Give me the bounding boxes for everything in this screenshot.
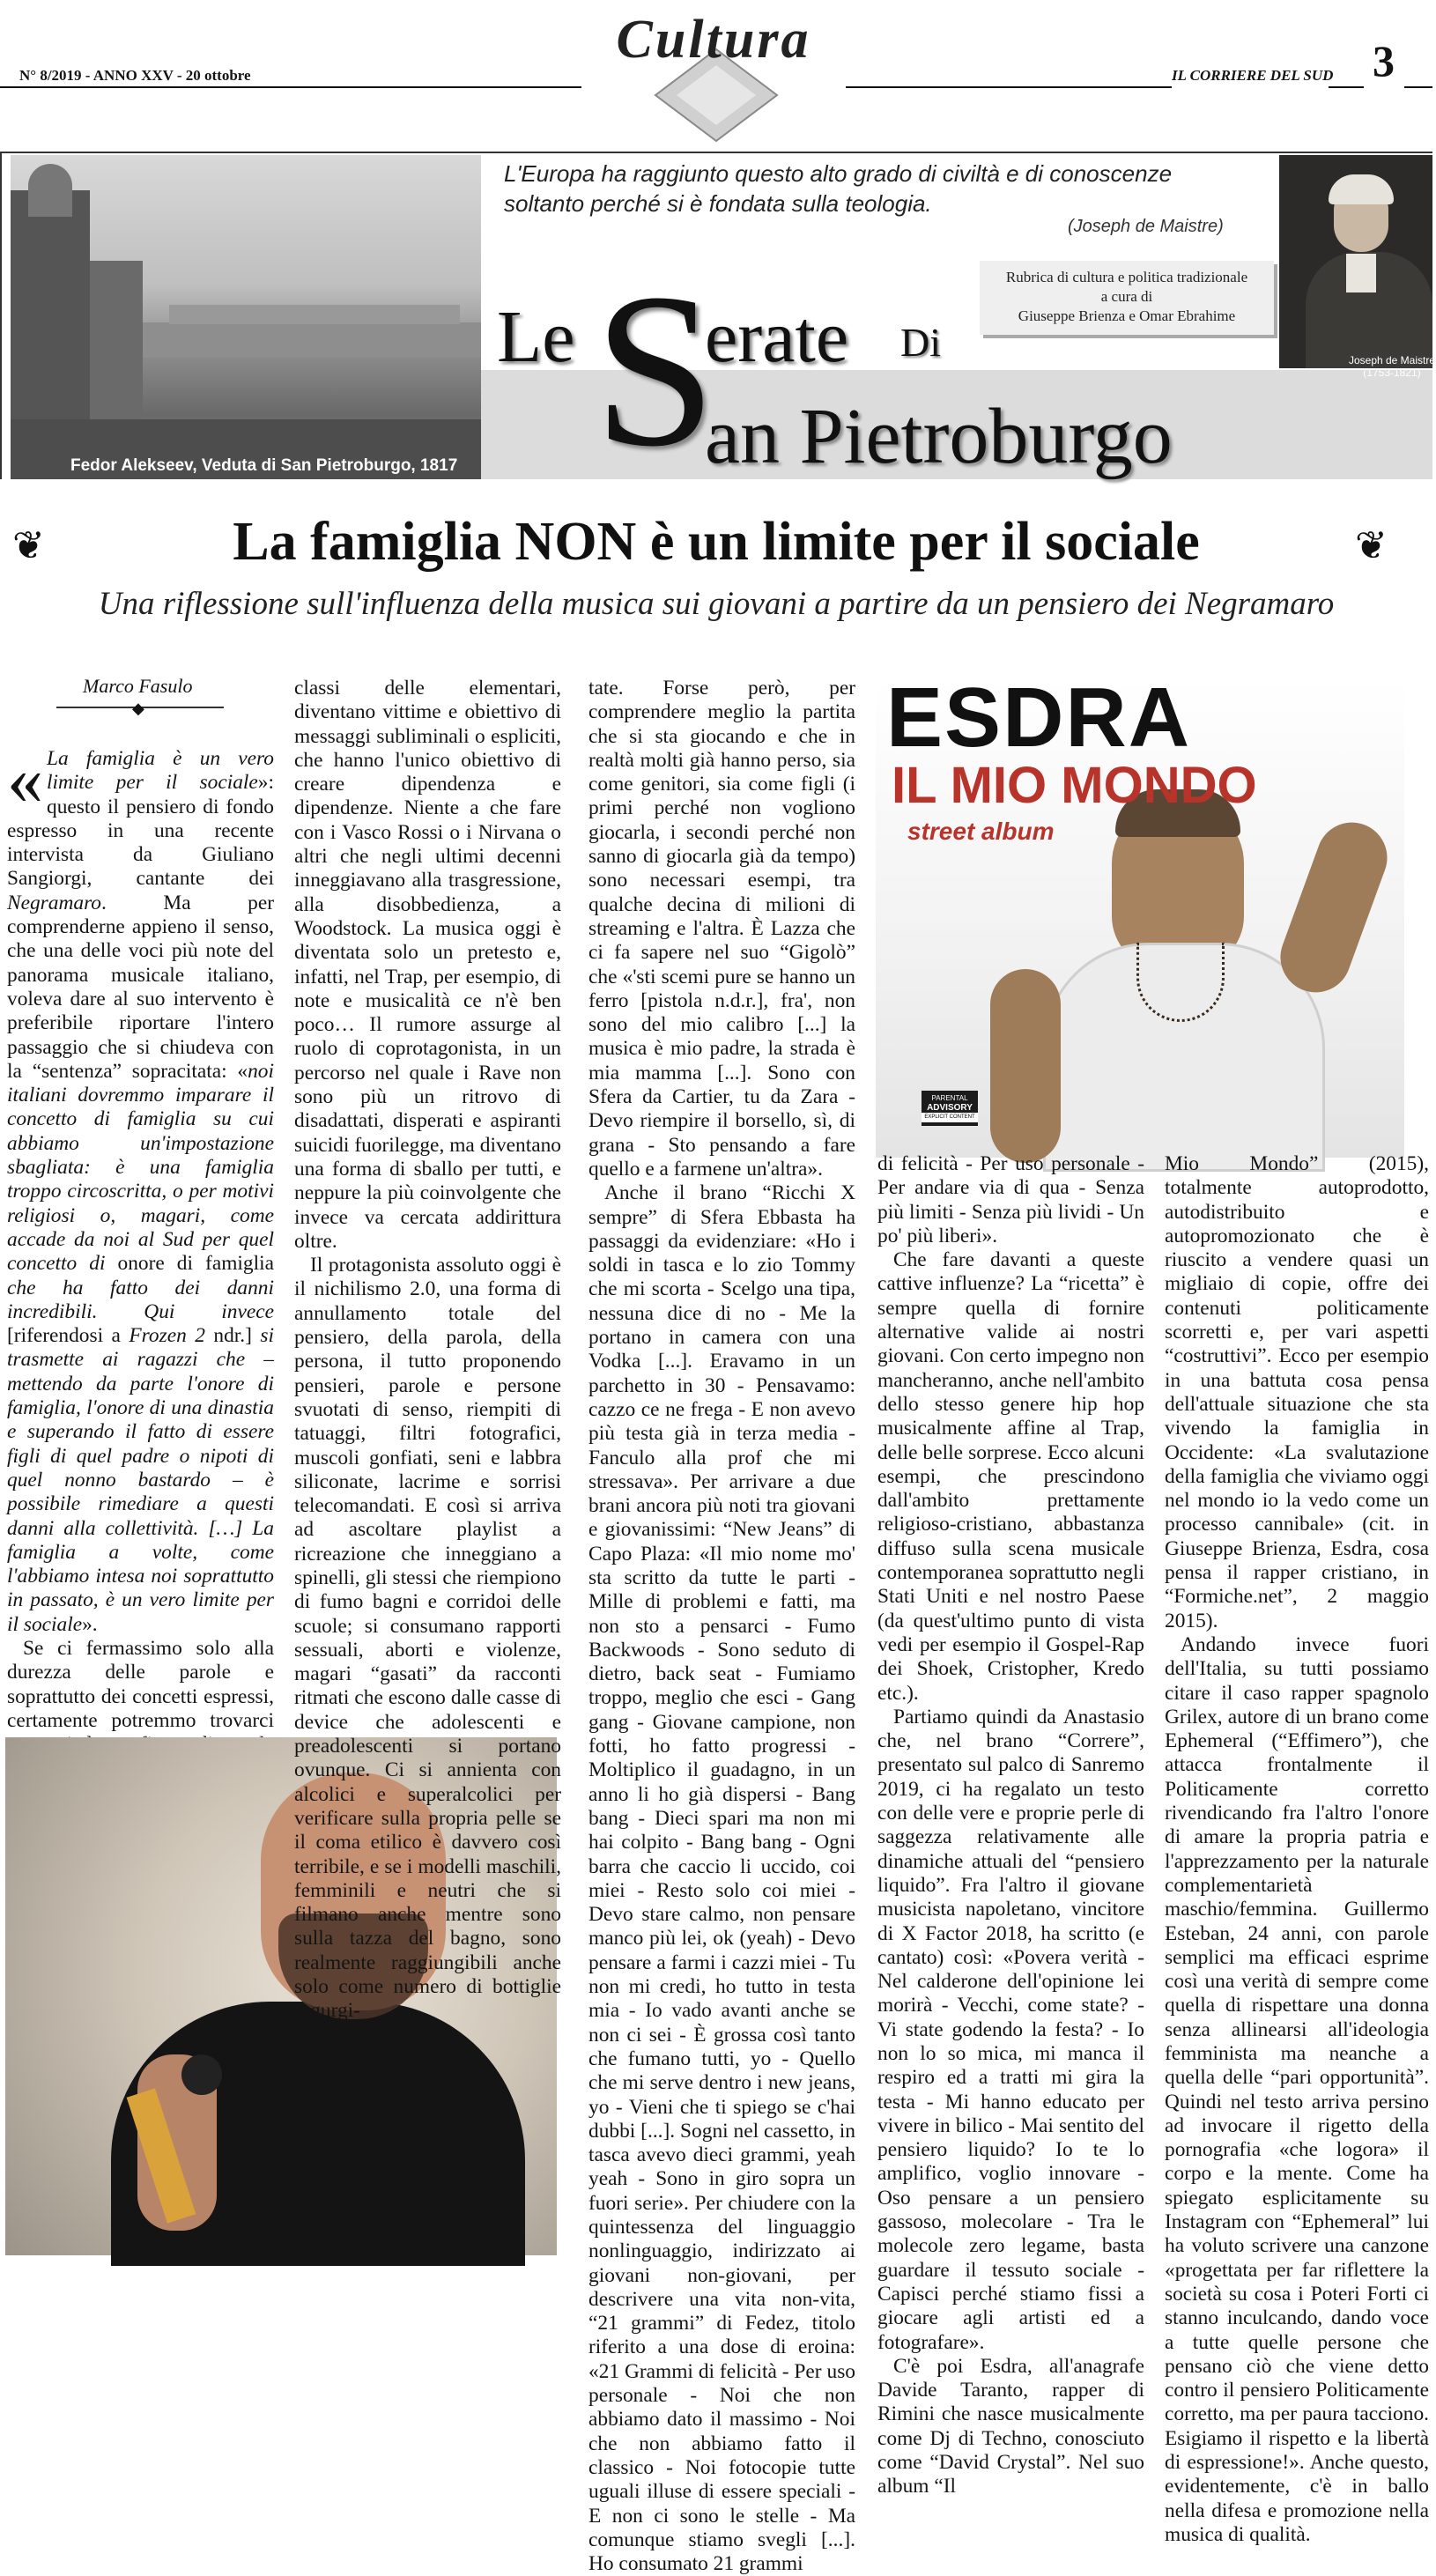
dropcap: « — [7, 739, 43, 819]
col1-paragraph-1 — [7, 739, 274, 1637]
rubric-line: a cura di — [1100, 288, 1153, 305]
parental-advisory-badge — [922, 1091, 978, 1126]
banner-quote: L'Europa ha raggiunto questo alto grado di civiltà e di conoscenze soltanto perché si è fondata sulla teologia. — [504, 160, 1173, 217]
advisory-line: ADVISORY — [927, 1103, 973, 1113]
page-number: 3 — [1373, 36, 1395, 85]
portrait-de-maistre — [1279, 155, 1432, 368]
masthead-rule-mid — [846, 86, 1172, 88]
rubric-title-pietroburgo: an Pietroburgo — [705, 393, 1173, 480]
col4-paragraph-4: C'è poi Esdra, all'anagrafe Davide Taranto, rapper di Rimini che nasce musicalmente come Dj di Techno, conosciuto come “David Crystal”. Nel suo album “Il — [877, 2354, 1144, 2498]
portrait-dates: (1753-1821) — [1363, 366, 1421, 379]
painting-caption: Fedor Alekseev, Veduta di San Pietroburgo, 1817 — [70, 456, 458, 475]
text-run: ndr.] — [204, 1324, 261, 1348]
portrait-caption — [1348, 354, 1436, 379]
column-3 — [588, 677, 855, 2576]
text-run: [riferendosi a — [7, 1324, 130, 1348]
col4-paragraph-1: di felicità - Per uso personale - Per andare via di qua - Senza più limiti - Senza più lividi - Un po' più liberi». — [877, 1152, 1144, 1247]
text-run: si trasmette ai ragazzi che – mettendo da parte l'onore di famiglia, l'onore di una dinastia e superando il fatto di essere figli di quel padre o nipoti di quel nonno bastardo – è possibile rimediare a questi danni alla collettività. — [7, 1324, 274, 1540]
section-title: Cultura — [616, 10, 811, 70]
masthead-rule-left — [0, 86, 581, 88]
text-run: . Ma per comprenderne appieno il senso, che una delle voci più note del panorama musicale italiano, voleva dare al suo intervento è preferibile riportare l'intero passaggio che si chiudeva con la “sentenza” sopracitata: « — [7, 891, 274, 1083]
headline: La famiglia NON è un limite per il sociale — [233, 512, 1200, 572]
text-run: […] La famiglia a volte, come l'abbiamo intesa noi soprattutto in passato, è un vero limite per il sociale — [7, 1516, 274, 1636]
byline-diamond-icon: ◆ — [132, 700, 144, 717]
rubric-line: Giuseppe Brienza e Omar Ebrahime — [1018, 307, 1236, 324]
rubric-line: Rubrica di cultura e politica tradizionale — [1005, 269, 1248, 285]
text-run: Negramaro — [7, 891, 101, 914]
masthead-rule-end — [1404, 86, 1432, 88]
painting-saint-petersburg — [11, 155, 481, 479]
column-1 — [7, 739, 274, 1732]
column-2 — [294, 677, 561, 2023]
col2-paragraph-2: Il protagonista assoluto oggi è il nichilismo 2.0, una forma di annullamento totale del pensiero, della parola, della persona, il tutto proponendo pensieri, parole e persone svuotati di senso, riempiti di tatuaggi, filtri fotografici, muscoli gonfiati, seni e labbra siliconate, lacrime e sorrisi telecomandati. E così si arriva ad ascoltare playlist a ricreazione che inneggiano a spinelli, gli stessi che riempiono di fumo bagni e corridoi delle scuole; si consumano rapporti sessuali, aborti e violenze, magari “gasati” da racconti ritmati che escono dalle casse di device che adolescenti e preadolescenti si portano ovunque. Ci si annienta con alcolici e superalcolici per verificare sulla propria pelle se il coma etilico è davvero così terribile, e se i modelli maschili, femminili e neutri che si filmano anche mentre sono sulla tazza del bagno, sono realmente raggiungibili anche solo come numero di bottiglie ingurgi- — [294, 1254, 561, 2023]
advisory-line: PARENTAL — [931, 1094, 968, 1102]
text-run: che ha fatto dei danni incredibili. Qui invece — [7, 1276, 274, 1323]
portrait-name: Joseph de Maistre — [1348, 354, 1436, 366]
masthead-rule-right — [1329, 86, 1364, 88]
text-run: Frozen 2 — [129, 1324, 205, 1348]
issue-info: N° 8/2019 - ANNO XXV - 20 ottobre — [19, 67, 251, 84]
rubric-title-erate: erate — [705, 296, 849, 378]
col5-paragraph-1: Mio Mondo” (2015), totalmente autoprodotto, autodistribuito e autopromozionato che è riuscito a vendere quasi un migliaio di copie, offre dei contenuti politicamente scorretti e, per vari aspetti “costruttivi”. Ecco per esempio in una battuta cosa pensa dell'attuale situazione che sta vivendo la famiglia in Occidente: «La svalutazione della famiglia che viviamo oggi nel mondo io la vedo come un processo cannibale» (cit. in Giuseppe Brienza, Esdra, cosa pensa il rapper cristiano, in “Formiche.net”, 2 maggio 2015). — [1165, 1152, 1429, 1632]
newspaper-name: IL CORRIERE DEL SUD — [1172, 67, 1334, 84]
col4-paragraph-3: Partiamo quindi da Anastasio che, nel brano “Correre”, presentato sul palco di Sanremo 2019, ci ha regalato un testo con delle vere e proprie perle di saggezza relativamente alle dinamiche attuali del “pensiero liquido”. Fra l'altro il giovane musicista napoletano, vincitore di X Factor 2018, ha scritto (e cantato) così: «Povera verità - Nel calderone dell'opinione lei morirà - Vecchi, come state? - Vi state godendo la festa? - Io non lo so mica, mi manca il respiro ed a tratti mi gira la testa - Mi hanno educato per vivere in bilico - Mai sentito del pensiero liquido? Io te lo amplifico, voglio innovare - Oso pensare a un pensiero gassoso, molecolare - Tra le molecole zero legame, basta guardare il tessuto sociale - Capisci perché stiamo fissi a giocare agli artisti ed a fotografare». — [877, 1705, 1144, 2354]
lead-quote: La famiglia è un vero limite per il sociale — [47, 747, 274, 795]
column-5 — [1165, 1152, 1429, 2546]
album-title: IL MIO MONDO — [892, 757, 1257, 814]
album-artist: ESDRA — [886, 670, 1192, 765]
rubric-box — [980, 261, 1274, 335]
col4-paragraph-2: Che fare davanti a queste cattive influenze? La “ricetta” è sempre quella di fornire alternative valide ai nostri giovani. Con certo impegno non mancheranno, anche nell'ambito dello stesso genere hip hop musicalmente affine al Trap, delle belle sorprese. Ecco alcuni esempi, che prescindono dall'ambito prettamente religioso-cristiano, abbastanza diffuso sulla scena musicale contemporanea soprattutto negli Stati Uniti e nel nostro Paese (da quest'ultimo punto di vista vedi per esempio il Gospel-Rap dei Shoek, Cristopher, Kredo etc.). — [877, 1248, 1144, 1705]
col3-paragraph-1: tate. Forse però, per comprendere meglio la partita che si sta giocando e che in realtà molti già hanno perso, sia come genitori, sia come figli (i primi perché non vogliono giocarla, i secondi perché non sanno di giocarla già da tempo) sono necessari esempi, tra qualche decina di milioni di streaming e l'altra. È Lazza che ci fa sapere nel suo “Gigolò” che «'sti scemi pure se hanno un ferro [pistola n.d.r.], fra', non sono del mio calibro [...] la musica è mio padre, la strada è mia mamma [...]. Sono con Sfera da Cartier, tu da Zara - Devo riempire il borsello, sì, di grana - Sto pensando a fare quello e a farmene un'altra». — [588, 677, 855, 1181]
col5-paragraph-2: Andando invece fuori dell'Italia, su tutti possiamo citare il caso rapper spagnolo Grilex, autore di un brano come Ephemeral (“Effimero”), che attacca frontalmente il Politicamente corretto rivendicando fra l'altro l'onore di amare la propria patria e l'apprezzamento per la naturale complementarietà maschio/femmina. Guillermo Esteban, 24 anni, con parole semplici ma efficaci esprime così una verità di sempre come quella di rispettare una donna senza allinearsi all'ideologia femminista ma neanche a quella delle “pari opportunità”. Quindi nel testo arriva persino ad invocare il rigetto della pornografia «che logora» il corpo e la mente. Come ha spiegato esplicitamente su Instagram con “Ephemeral” lui ha voluto scrivere una canzone «progettata per far riflettere la società su cosa i Poteri Forti ci stanno inculcando, dando voce a tutte quelle persone che pensano ciò che viene detto contro il pensiero Politicamente corretto, ma per paura tacciono. Esigiamo il rispetto e la libertà di espressione!». Anche questo, evidentemente, c'è in ballo nella difesa e promozione nella musica di qualità. — [1165, 1632, 1429, 2546]
quote-author: (Joseph de Maistre) — [1068, 217, 1224, 236]
rubric-title-big-s: S — [594, 248, 717, 492]
rubric-title-le: Le — [497, 296, 575, 378]
ornament-right-icon: ❦ — [1355, 524, 1388, 567]
ornament-left-icon: ❦ — [12, 524, 45, 567]
col3-paragraph-2: Anche il brano “Ricchi X sempre” di Sfera Ebbasta ha passaggi da evidenziare: «Ho i soldi in tasca e lo zio Tommy che mi scorta - Scelgo una tipa, nessuna dice di no - Me la portano in camera con una Vodka [...]. Eravamo in un parchetto in 30 - Pensavamo: cazzo ce ne frega - E non avevo più testa già in terza media - Fanculo alla prof che mi stressava». Per arrivare a due brani ancora più noti tra giovani e giovanissimi: “New Jeans” di Capo Plaza: «Il mio nome mo' sta scritto da tutte le parti - Mille di problemi e fatti, ma non sto a pensarci - Fumo Backwoods - Sono seduto di dietro, back seat - Fumiamo troppo, meglio che esci - Gang gang - Giovane campione, non fotti, ho fatto progressi - Moltiplico il guadagno, in un anno li ho già dispersi - Bang bang - Dieci spari ma non mi hai colpito - Bang bang - Ogni barra che caccio li uccido, coi miei - Resto solo coi miei - Devo stare calmo, non pensare manco più lei, ok (yeah) - Devo pensare a farmi i cazzi miei - Tu non mi credi, ho tutto in testa mia - Io vado avanti anche se non ci sei - È grossa così tanto che fumano tutti, yo - Quello che mi serve dentro i new jeans, yo - Vieni che ti spiego se c'hai dubbi [...]. Sogni nel cassetto, in tasca avevo dieci grammi, yeah yeah - Sono in giro sopra un fuori serie». Per chiudere con la quintessenza del linguaggio nonlinguaggio, indirizzato ai giovani non-giovani, per descrivere una vita non-vita, “21 grammi” di Fedez, titolo riferito a una dose di eroina: «21 Grammi di felicità - Per uso personale - Noi che non abbiamo dato il massimo - Noi che non abbiamo fatto il classico - Noi fotocopie tutte uguali illuse di essere speciali - E non ci sono le stelle - Ma comunque stiamo svegli [...]. Ho consumato 21 grammi — [588, 1181, 855, 2576]
col1-paragraph-2: Se ci fermassimo solo alla durezza delle parole e soprattutto dei concetti espressi, certamente potremmo trovarci — [7, 1636, 274, 1732]
text-run: ». — [82, 1612, 98, 1636]
byline: Marco Fasulo — [83, 675, 193, 697]
album-tag: street album — [907, 818, 1055, 845]
text-run: noi italiani dovremmo imparare il concetto di famiglia su cui abbiamo un'impostazione sbagliata: è una famiglia troppo circoscritta, o per motivi religiosi o, magari, come accade da noi al Sud per quel concetto di — [7, 1059, 274, 1276]
column-4 — [877, 1152, 1144, 2498]
col2-paragraph-1: classi delle elementari, diventano vittime e obiettivo di messaggi subliminali o espliciti, che hanno l'unico obiettivo di creare dipendenza e dipendenze. Niente a che fare con i Vasco Rossi o i Nirvana o altri che negli ultimi decenni inneggiavano alla trasgressione, alla disobbedienza, a Woodstock. La musica oggi è diventata solo un pretesto e, infatti, nel Trap, per esempio, di note e musicalità ce n'è ben poco… Il rumore assurge al ruolo di coprotagonista, in un percorso nel quale i Rave non sono più un ritrovo di disadattati, disperati e aspiranti suicidi fuorilegge, ma diventano una forma di sballo per tutti, e neppure la più coinvolgente che invece va cercata addirittura oltre. — [294, 677, 561, 1253]
text-run: onore di famiglia — [105, 1252, 274, 1276]
advisory-line: EXPLICIT CONTENT — [922, 1113, 978, 1122]
rubric-title-di: Di — [900, 320, 941, 365]
text-run: »: questo il pensiero di fondo espresso in una recente intervista da Giuliano Sangiorgi, cantante dei — [7, 771, 274, 891]
subheadline: Una riflessione sull'influenza della musica sui giovani a partire da un pensiero dei Negramaro — [98, 586, 1335, 622]
